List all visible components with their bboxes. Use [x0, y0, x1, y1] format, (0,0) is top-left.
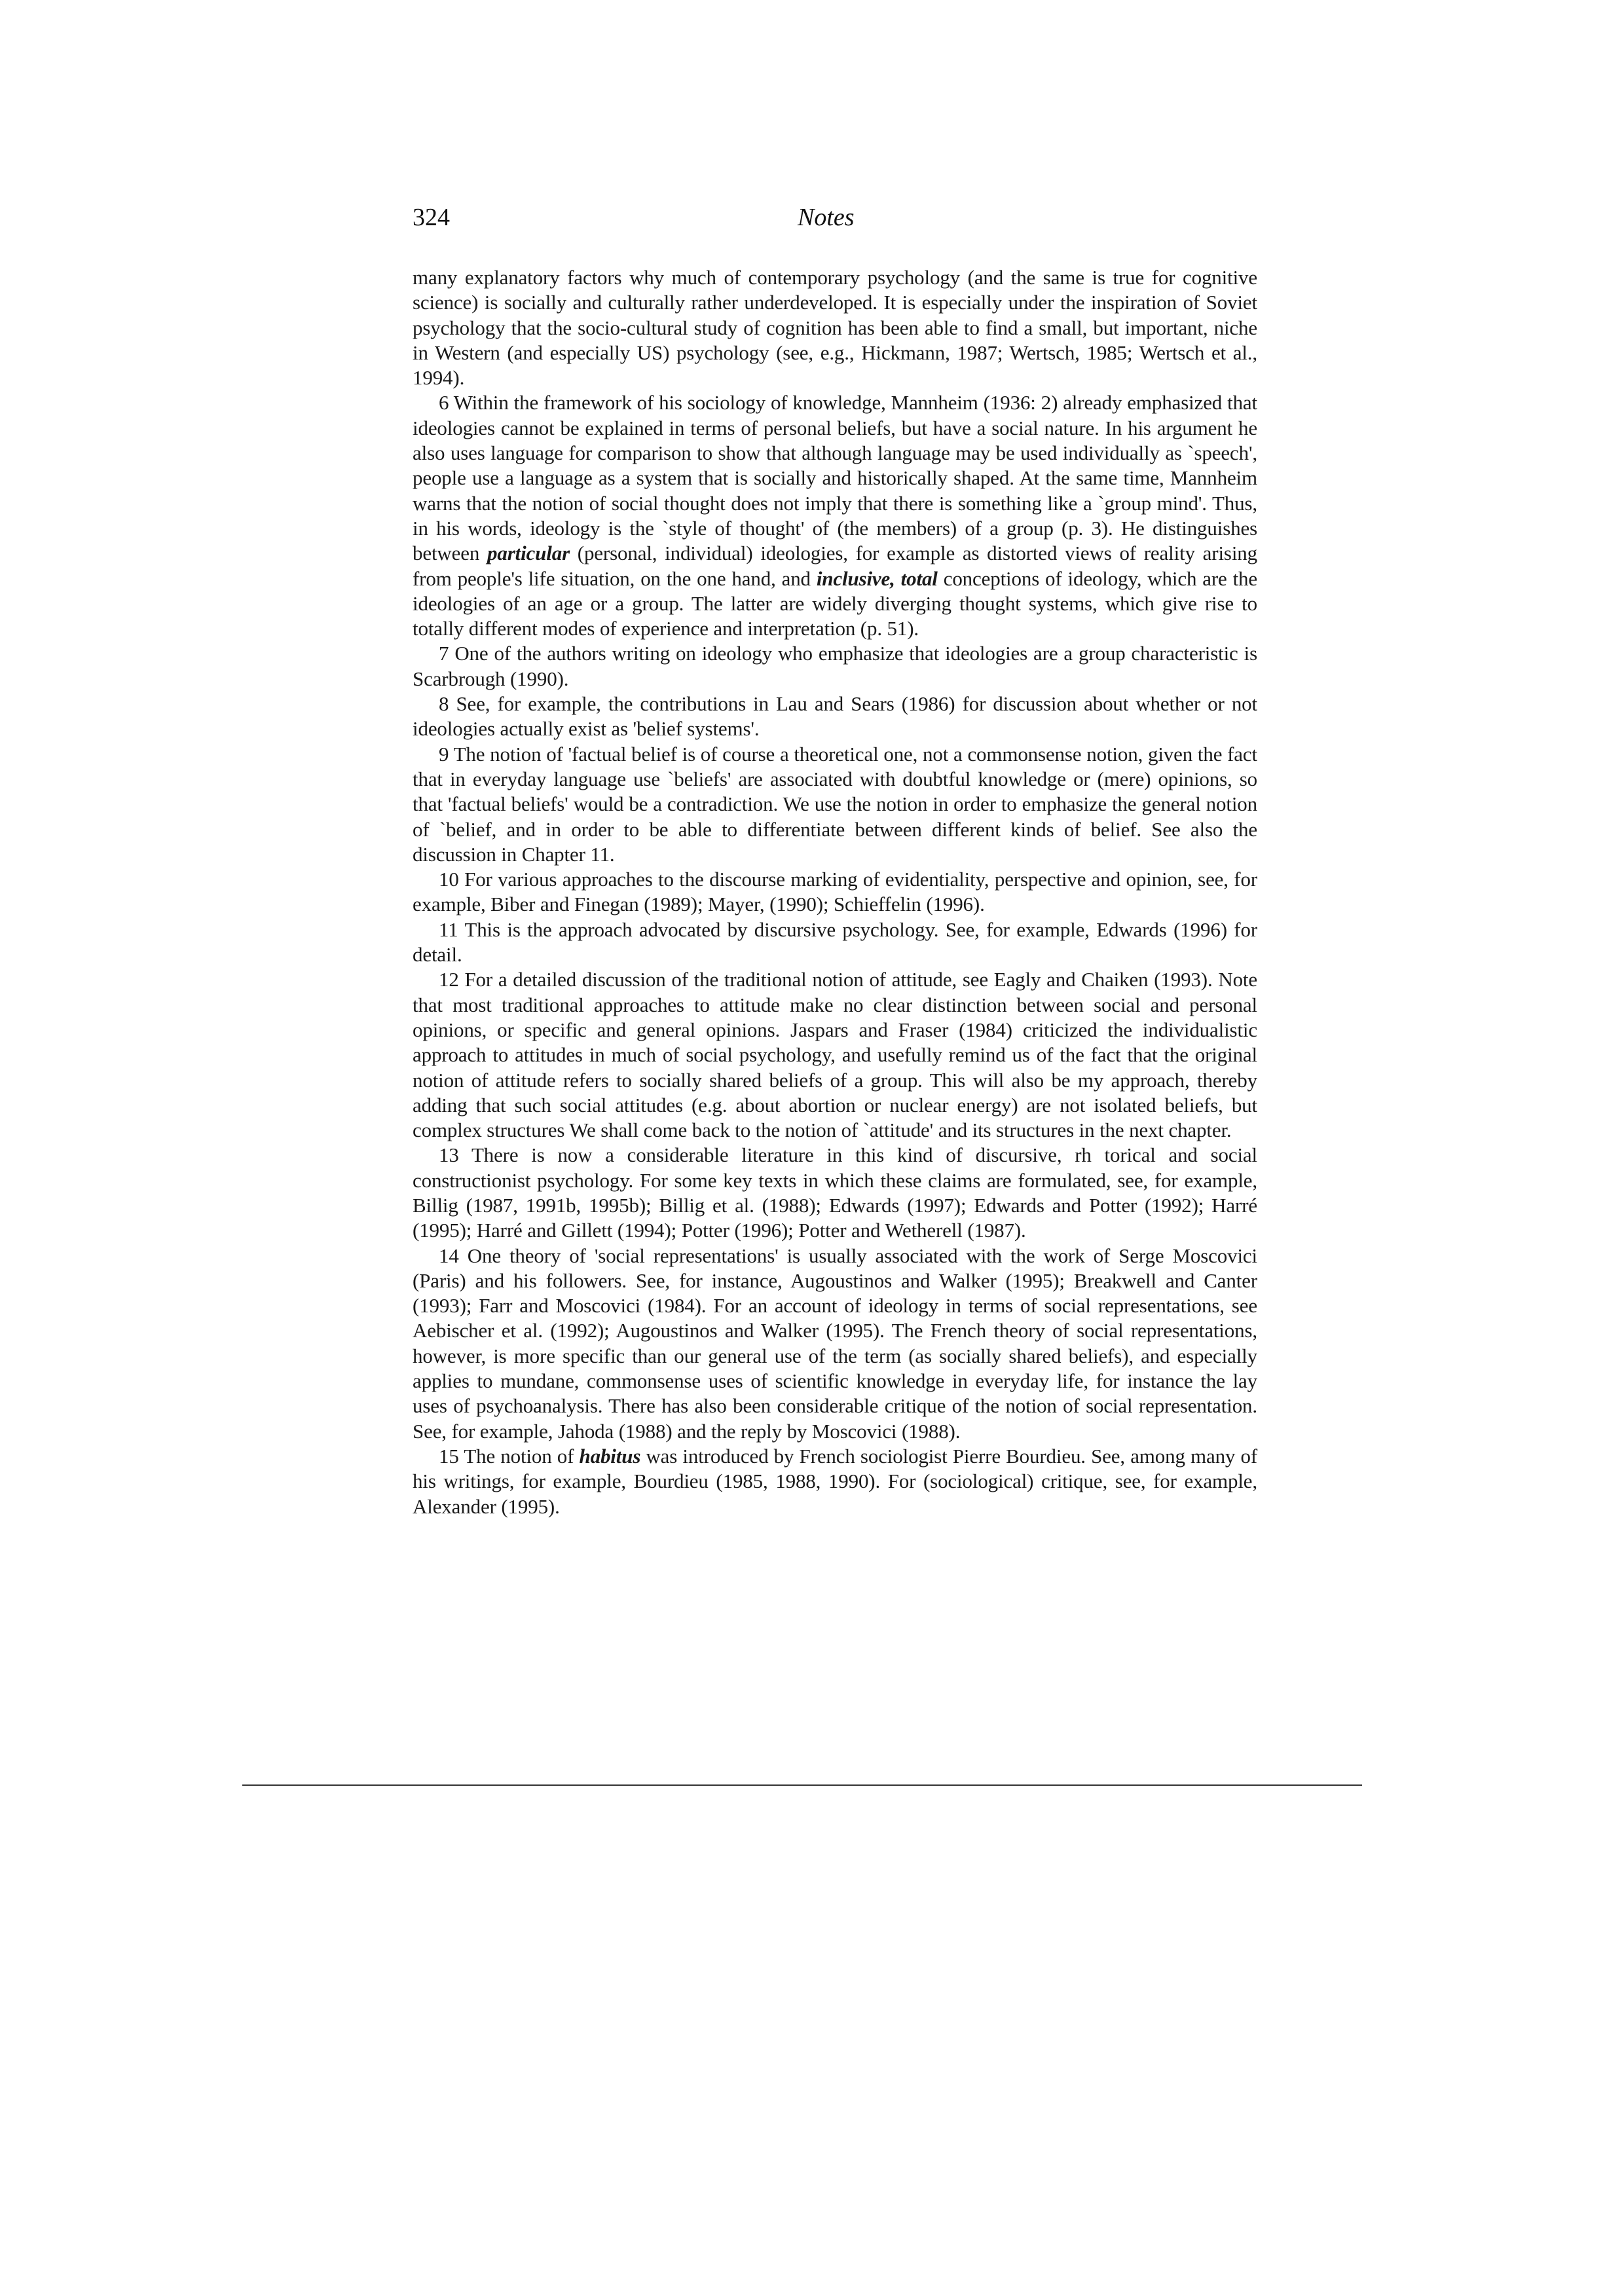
note-12: 12 For a detailed discussion of the traditional notion of attitude, see Eagly and Chaiken (1993). Note that most traditional approaches to attitude make no clear distinction between social and personal opinions, or specific and general opinions. Jaspars and Fraser (1984) criticized the individualistic approach to attitudes in much of social psychology, and usefully remind us of the fact that the original notion of attitude refers to socially shared beliefs of a group. This will also be my approach, thereby adding that such social attitudes (e.g. about abortion or nuclear energy) are not isolated beliefs, but complex structures We shall come back to the notion of `attitude' and its structures in the next chapter.	[413, 968, 1257, 1142]
note-8: 8 See, for example, the contributions in Lau and Sears (1986) for discussion about whether or not ideologies actually exist as 'belief systems'.	[413, 692, 1257, 741]
note-text: conceptions of ideology, which are the ideologies of an age or a group. The latter are widely diverging thought systems, which give rise to totally different modes of experience and interpretation (p. 51).	[413, 566, 1257, 640]
emphasis-term: particular	[487, 542, 570, 565]
note-text: (personal, individual) ideologies, for example as distorted views of reality arising from people's life situation, on the one hand, and	[413, 542, 1257, 590]
note-text: 6 Within the framework of his sociology of knowledge, Mannheim (1936: 2) already emphasized that ideologies cannot be explained in terms of personal beliefs, but have a social nature. In his argument he also uses language for comparison to show that although language may be used individually as `speech', people use a language as a system that is socially and historically shaped. At the same time, Mannheim warns that the notion of social thought does not imply that there is something like a `group mind'. Thus, in his words, ideology is the `style of thought' of (the members) of a group (p. 3). He distinguishes between	[413, 391, 1257, 565]
emphasis-term: habitus	[579, 1444, 641, 1468]
note-text: was introduced by French sociologist Pierre Bourdieu. See, among many of his writings, for example, Bourdieu (1985, 1988, 1990). For (sociological) critique, see, for example, Alexander (1995).	[413, 1444, 1257, 1518]
emphasis-term: inclusive, total	[816, 566, 938, 590]
note-11: 11 This is the approach advocated by discursive psychology. See, for example, Edwards (1996) for detail.	[413, 917, 1257, 967]
notes-body	[413, 265, 1257, 1519]
note-15	[413, 1444, 1257, 1519]
section-title: Notes	[798, 204, 855, 231]
page-number: 324	[413, 204, 450, 231]
note-9: 9 The notion of 'factual belief is of course a theoretical one, not a commonsense notion, given the fact that in everyday language use `beliefs' are associated with doubtful knowledge or (mere) opinions, so that 'factual beliefs' would be a contradiction. We use the notion in order to emphasize the general notion of `belief, and in order to be able to differentiate between different kinds of belief. See also the discussion in Chapter 11.	[413, 742, 1257, 866]
note-text: 15 The notion of	[439, 1444, 580, 1468]
running-head	[413, 203, 1257, 242]
footer-rule	[242, 1784, 1362, 1786]
note-6	[413, 390, 1257, 641]
note-7: 7 One of the authors writing on ideology who emphasize that ideologies are a group characteristic is Scarbrough (1990).	[413, 642, 1257, 690]
note-10: 10 For various approaches to the discourse marking of evidentiality, perspective and opinion, see, for example, Biber and Finegan (1989); Mayer, (1990); Schieffelin (1996).	[413, 868, 1257, 916]
note-13: 13 There is now a considerable literature in this kind of discursive, rh torical and social constructionist psychology. For some key texts in which these claims are formulated, see, for example, Billig (1987, 1991b, 1995b); Billig et al. (1988); Edwards (1997); Edwards and Potter (1992); Harré (1995); Harré and Gillett (1994); Potter (1996); Potter and Wetherell (1987).	[413, 1143, 1257, 1242]
note-14: 14 One theory of 'social representations' is usually associated with the work of Serge Moscovici (Paris) and his followers. See, for instance, Augoustinos and Walker (1995); Breakwell and Canter (1993); Farr and Moscovici (1984). For an account of ideology in terms of social representations, see Aebischer et al. (1992); Augoustinos and Walker (1995). The French theory of social representations, however, is more specific than our general use of the term (as socially shared beliefs), and especially applies to mundane, commonsense uses of scientific knowledge in everyday life, for instance the lay uses of psychoanalysis. There has also been considerable critique of the notion of social representation. See, for example, Jahoda (1988) and the reply by Moscovici (1988).	[413, 1244, 1257, 1443]
continuation-paragraph: many explanatory factors why much of contemporary psychology (and the same is true for cognitive science) is socially and culturally rather underdeveloped. It is especially under the inspiration of Soviet psychology that the socio-cultural study of cognition has been able to find a small, but important, niche in Western (and especially US) psychology (see, e.g., Hickmann, 1987; Wertsch, 1985; Wertsch et al., 1994).	[413, 266, 1257, 390]
